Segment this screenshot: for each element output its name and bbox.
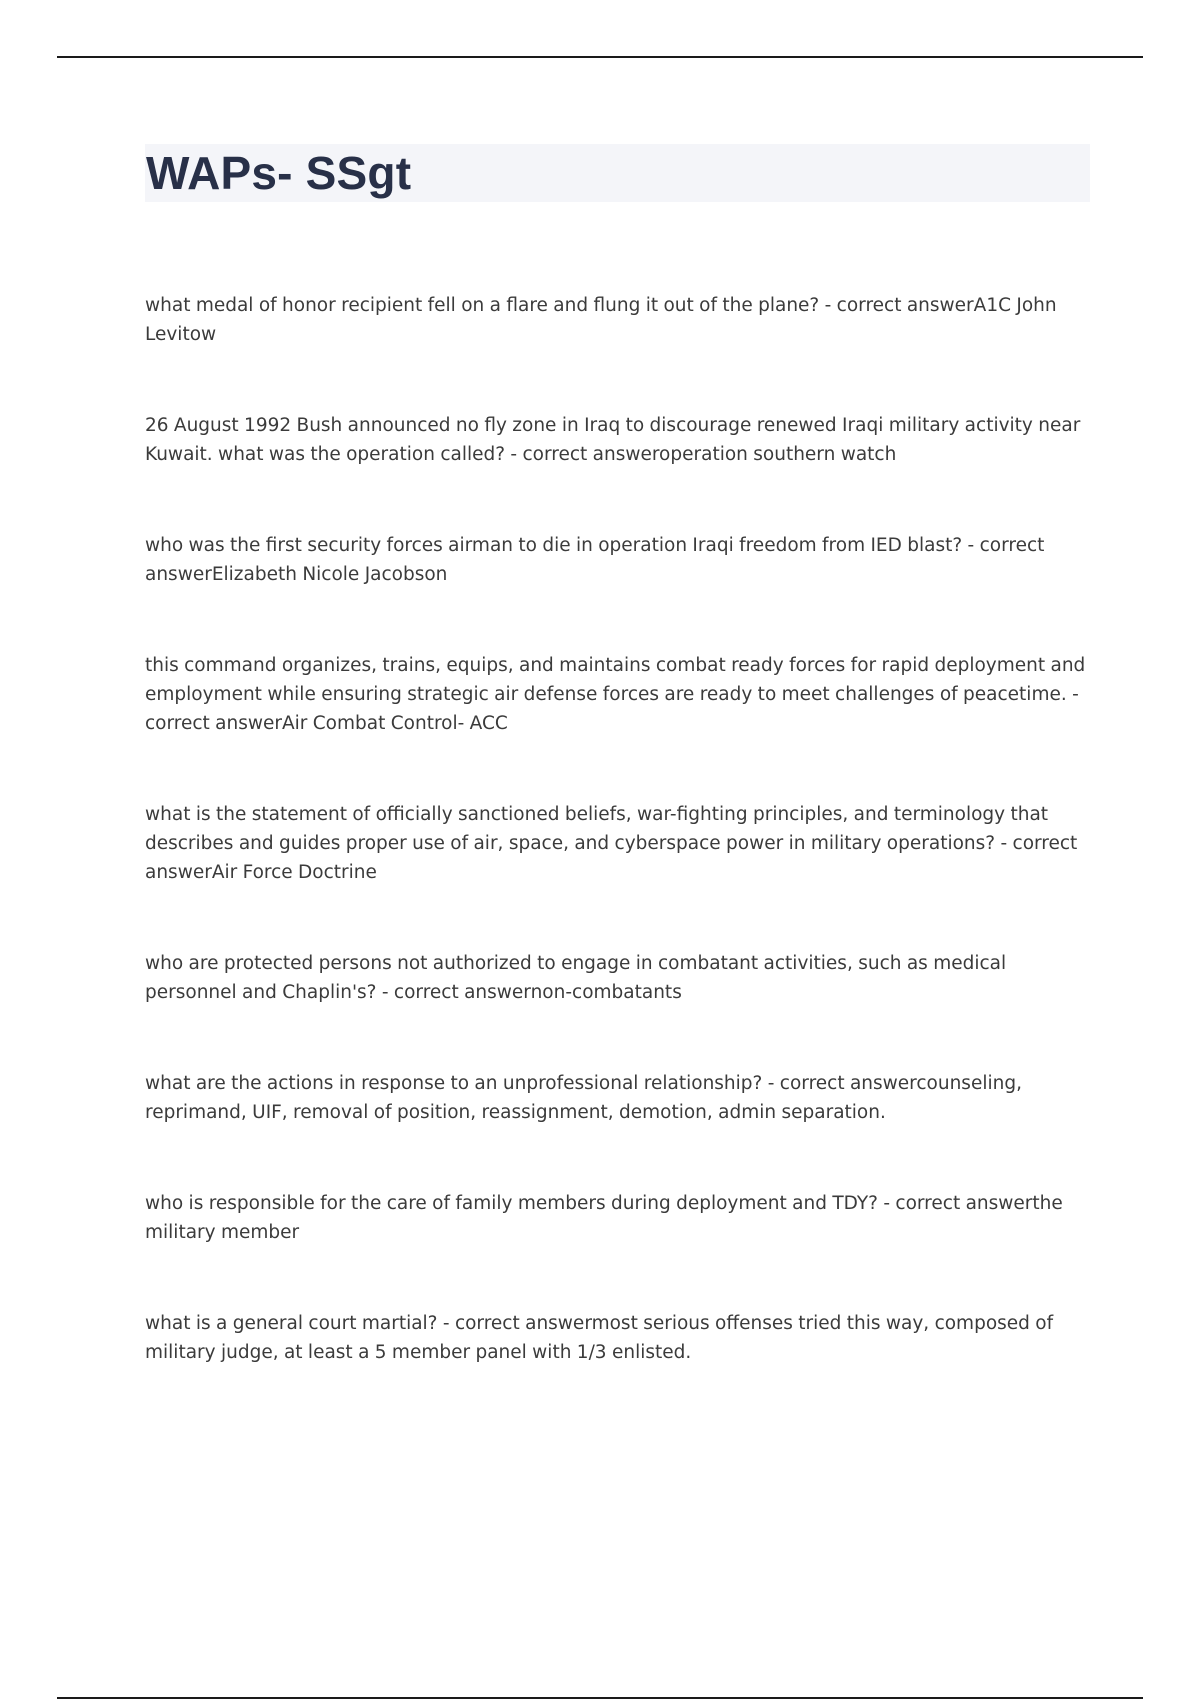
top-rule (57, 56, 1143, 58)
document-title: WAPs- SSgt (146, 147, 412, 199)
qa-item-7: what are the actions in response to an unprofessional relationship? - correct answercounseling, reprimand, UIF, removal of position, reassignment, demotion, admin separation. (145, 1073, 1022, 1123)
qa-item-1: what medal of honor recipient fell on a flare and flung it out of the plane? - correct answerA1C John Levitow (145, 295, 1057, 345)
qa-item-5: what is the statement of officially sanctioned beliefs, war-fighting principles, and terminology that describes and guides proper use of air, space, and cyberspace power in military operations? - correct answerAir Force Doctrine (145, 804, 1078, 883)
qa-item-9: what is a general court martial? - correct answermost serious offenses tried this way, composed of military judge, at least a 5 member panel with 1/3 enlisted. (145, 1313, 1054, 1363)
qa-item-3: who was the first security forces airman to die in operation Iraqi freedom from IED blast? - correct answerElizabeth Nicole Jacobson (145, 535, 1045, 585)
qa-item-6: who are protected persons not authorized to engage in combatant activities, such as medical personnel and Chaplin's? - correct answernon-combatants (145, 953, 1007, 1003)
qa-item-2: 26 August 1992 Bush announced no fly zone in Iraq to discourage renewed Iraqi military activity near Kuwait. what was the operation called? - correct answeroperation southern watch (145, 415, 1081, 465)
bottom-rule (57, 1697, 1143, 1699)
qa-item-4: this command organizes, trains, equips, and maintains combat ready forces for rapid deployment and employment while ensuring strategic air defense forces are ready to meet challenges of peacetime. - correct answerAir Combat Control- ACC (145, 655, 1086, 734)
qa-item-8: who is responsible for the care of family members during deployment and TDY? - correct answerthe military member (145, 1193, 1063, 1243)
qa-list (145, 291, 1090, 1367)
